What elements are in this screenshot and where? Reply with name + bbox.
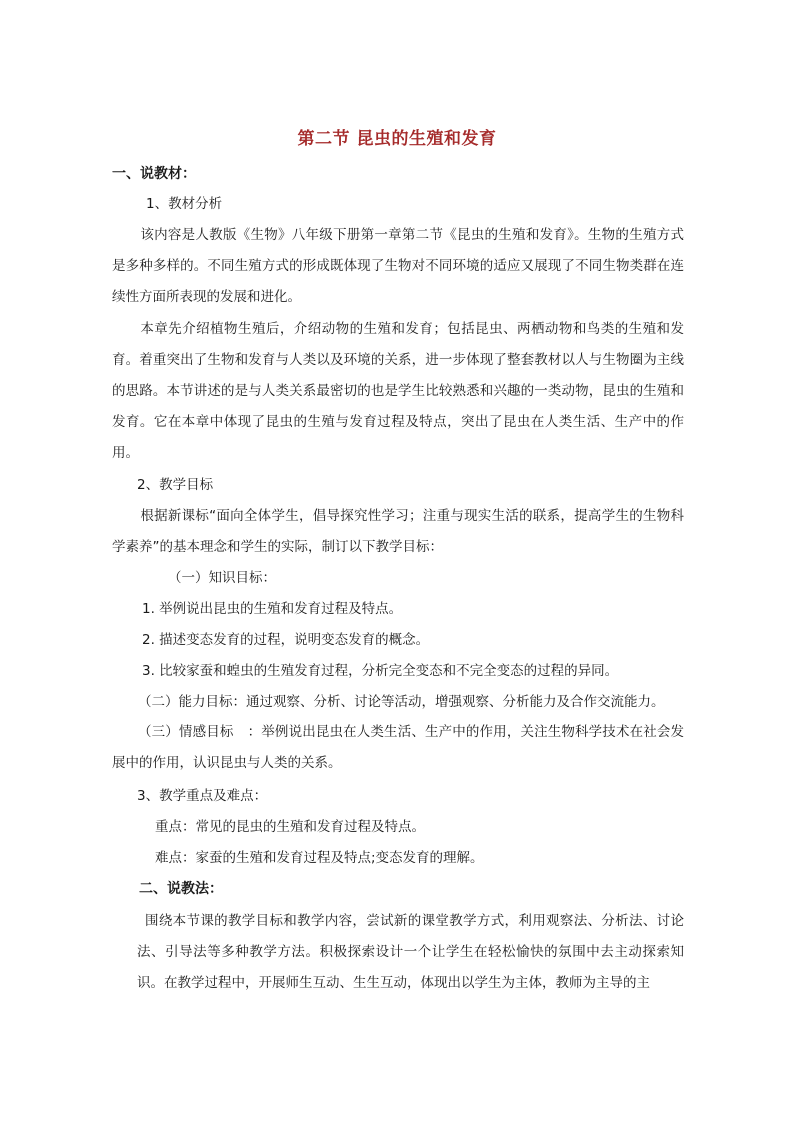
subheading-key-points: 3、教学重点及难点： [137,788,268,804]
knowledge-goal-item: 1. 举例说出昆虫的生殖和发育过程及特点。 [142,601,403,617]
key-point: 重点：常见的昆虫的生殖和发育过程及特点。 [155,819,425,835]
emotion-goals-label: （三）情感目标 [138,724,234,740]
knowledge-goal-item: 2. 描述变态发育的过程，说明变态发育的概念。 [142,632,430,648]
paragraph-goals: 根据新课标“面向全体学生，倡导探究性学习；注重与现实生活的联系，提高学生的生物科学素养”的基本理念和学生的实际，制订以下教学目标： [112,508,684,555]
document-title: 第二节 昆虫的生殖和发育 [297,129,497,149]
paragraph-methods: 围绕本节课的教学目标和教学内容，尝试新的课堂教学方式，利用观察法、分析法、讨论法、引导法等多种教学方法。积极探索设计一个让学生在轻松愉快的氛围中去主动探索知识。在教学过程中，开展师生互动、生生互动，体现出以学生为主体，教师为主导的主 [137,913,684,991]
paragraph-material-2: 本章先介绍植物生殖后，介绍动物的生殖和发育；包括昆虫、两栖动物和鸟类的生殖和发育。着重突出了生物和发育与人类以及环境的关系，进一步体现了整套教材以人与生物圈为主线的思路。本节讲述的是与人类关系最密切的也是学生比较熟悉和兴趣的一类动物，昆虫的生殖和发育。它在本章中体现了昆虫的生殖与发育过程及特点，突出了昆虫在人类生活、生产中的作用。 [112,321,684,461]
subheading-material-analysis: 1、教材分析 [146,196,223,212]
emotion-goals-text: ：举例说出昆虫在人类生活、生产中的作用，关注生物科学技术在社会发展中的作用，认识昆虫与人类的关系。 [112,724,685,771]
section-heading-textbook: 一、说教材： [112,166,196,182]
subheading-teaching-goals: 2、教学目标 [137,477,214,493]
knowledge-goals-label: （一）知识目标： [168,570,276,586]
ability-goals: （二）能力目标：通过观察、分析、讨论等活动，增强观察、分析能力及合作交流能力。 [138,694,665,710]
paragraph-material-1: 该内容是人教版《生物》八年级下册第一章第二节《昆虫的生殖和发育》。生物的生殖方式是多种多样的。不同生殖方式的形成既体现了生物对不同环境的适应又展现了不同生物类群在连续性方面所表现的发展和进化。 [112,227,684,305]
emotion-goals [112,717,684,779]
section-heading-methods: 二、说教法： [139,881,223,897]
difficult-point: 难点：家蚕的生殖和发育过程及特点;变态发育的理解。 [155,850,484,866]
knowledge-goal-item: 3. 比较家蚕和蝗虫的生殖发育过程，分析完全变态和不完全变态的过程的异同。 [142,663,619,679]
